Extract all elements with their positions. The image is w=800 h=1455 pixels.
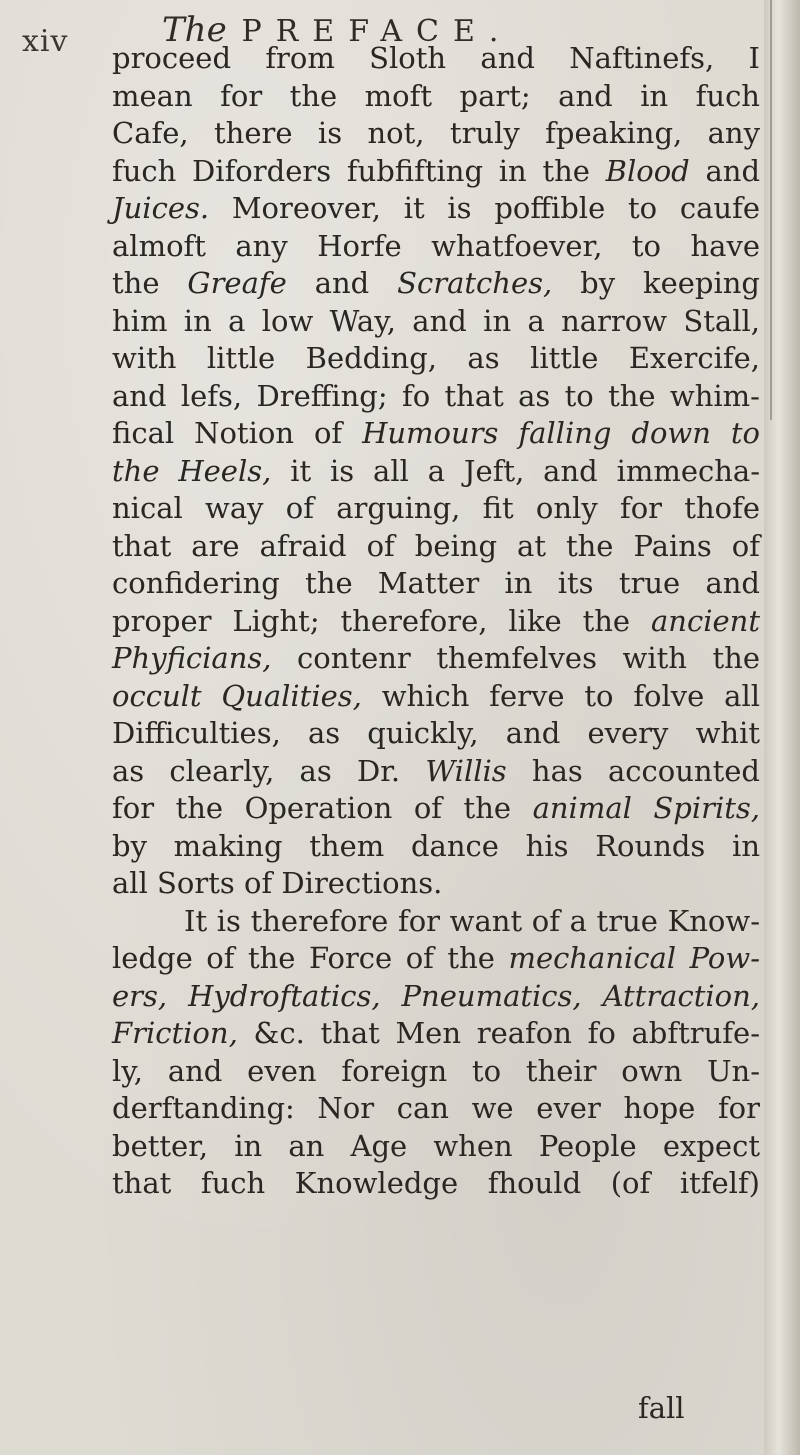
text-line: with little Bedding, as little Exercife, bbox=[112, 341, 760, 375]
text-line: Difficulties, as quickly, and every whit bbox=[112, 716, 760, 750]
text-line: Phyficians, contenr themfelves with the bbox=[112, 641, 760, 675]
text-line: ers, Hydroftatics, Pneumatics, Attraction, bbox=[112, 978, 760, 1013]
text-line: for the Operation of the animal Spirits, bbox=[112, 791, 761, 825]
text-line: derftanding: Nor can we ever hope for bbox=[112, 1091, 760, 1125]
page-number: xiv bbox=[22, 24, 69, 59]
paragraph-start-line: It is therefore for want of a true Know- bbox=[184, 903, 760, 938]
text-line: and lefs, Dreffing; fo that as to the whim- bbox=[112, 378, 760, 413]
text-line: Juices. Moreover, it is poffible to caufe bbox=[112, 191, 760, 225]
text-line: confidering the Matter in its true and bbox=[112, 566, 760, 600]
text-line: by making them dance his Rounds in bbox=[112, 828, 760, 863]
text-line: that are afraid of being at the Pains of bbox=[112, 528, 760, 563]
text-line: nical way of arguing, fit only for thofe bbox=[112, 491, 760, 525]
text-line: almoft any Horfe whatfoever, to have bbox=[112, 228, 760, 263]
text-line: the Heels, it is all a Jeft, and immecha- bbox=[112, 453, 761, 488]
text-line: the Greafe and Scratches, by keeping bbox=[112, 266, 760, 300]
text-line: ly, and even foreign to their own Un- bbox=[112, 1053, 760, 1088]
text-line: better, in an Age when People expect bbox=[112, 1128, 760, 1163]
text-line: occult Qualities, which ferve to folve all bbox=[112, 678, 761, 713]
text-line: all Sorts of Directions. bbox=[112, 866, 443, 900]
text-line: that fuch Knowledge fhould (of itfelf) bbox=[112, 1166, 760, 1200]
text-line: mean for the moft part; and in fuch bbox=[112, 78, 760, 113]
catchword: fall bbox=[638, 1391, 685, 1425]
text-line: as clearly, as Dr. Willis has accounted bbox=[112, 753, 760, 788]
text-line: fuch Diforders fubfifting in the Blood and bbox=[112, 153, 761, 188]
text-line: fical Notion of Humours falling down to bbox=[112, 416, 760, 450]
text-line: proper Light; therefore, like the ancient bbox=[112, 603, 760, 638]
text-line: ledge of the Force of the mechanical Pow- bbox=[112, 941, 761, 975]
text-line: Friction, &c. that Men reafon fo abftrufe- bbox=[112, 1016, 760, 1050]
running-head-title: PREFACE. bbox=[241, 14, 513, 49]
text-line: proceed from Sloth and Naftinefs, I bbox=[112, 41, 760, 75]
page-edge bbox=[764, 0, 800, 1455]
text-line: Cafe, there is not, truly fpeaking, any bbox=[112, 116, 760, 150]
body-text bbox=[36, 40, 766, 1203]
running-head-prefix: The bbox=[162, 10, 227, 50]
text-line: him in a low Way, and in a narrow Stall, bbox=[112, 303, 760, 338]
